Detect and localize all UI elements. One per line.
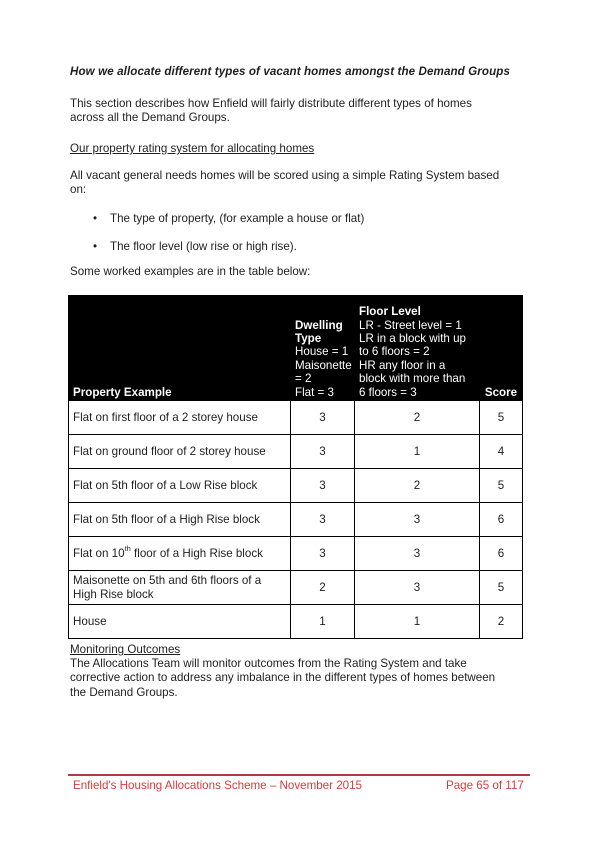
cell-total-score: 6 [480, 537, 523, 571]
header-score-label: Score [484, 385, 518, 399]
rating-intro-line: All vacant general needs homes will be scored using a simple Rating System based [70, 169, 500, 182]
header-dwelling-title: Type [295, 331, 322, 345]
cell-dwelling-score: 3 [291, 537, 355, 571]
cell-dwelling-score: 3 [291, 401, 355, 435]
header-floor-rule: HR any floor in a [359, 358, 446, 372]
table-row [69, 435, 523, 469]
intro-line: across all the Demand Groups. [70, 111, 230, 125]
cell-total-score: 5 [480, 401, 523, 435]
cell-floor-score: 2 [355, 401, 480, 435]
cell-dwelling-score: 3 [291, 503, 355, 537]
section-heading-monitoring-outcomes: Monitoring Outcomes [70, 643, 181, 656]
cell-floor-score: 3 [355, 537, 480, 571]
table-row [69, 571, 523, 605]
monitoring-line: corrective action to address any imbalance in the different types of homes between [70, 671, 496, 685]
page-title: How we allocate different types of vacant homes amongst the Demand Groups [70, 65, 511, 78]
rating-intro-paragraph [70, 169, 499, 198]
cell-floor-score: 3 [355, 503, 480, 537]
cell-total-score: 4 [480, 435, 523, 469]
table-row [69, 605, 523, 639]
header-floor-rule: LR in a block with up [359, 331, 466, 345]
cell-total-score: 5 [480, 469, 523, 503]
table-row [69, 469, 523, 503]
footer-document-title: Enfield's Housing Allocations Scheme – November 2015 [73, 779, 362, 792]
header-dwelling-type [291, 296, 355, 401]
header-dwelling-rule: House = 1 [295, 345, 349, 359]
cell-dwelling-score: 2 [291, 571, 355, 605]
header-property-label: Property Example [73, 385, 172, 399]
bullet-icon: • [93, 240, 98, 253]
header-floor-rule: block with more than [359, 372, 466, 386]
cell-floor-score: 1 [355, 435, 480, 469]
intro-line: This section describes how Enfield will fairly distribute different types of homes [70, 97, 472, 110]
cell-property-example: Flat on 5th floor of a Low Rise block [69, 469, 291, 503]
header-dwelling-title: Dwelling [295, 318, 343, 332]
header-dwelling-rule: Maisonette [295, 358, 352, 372]
table-intro-text: Some worked examples are in the table below: [70, 265, 311, 278]
bullet-item-floor-level [93, 240, 297, 253]
table-header-row [69, 296, 523, 401]
superscript-th: th [124, 544, 131, 554]
section-heading-rating-system: Our property rating system for allocating homes [70, 142, 315, 155]
header-dwelling-rule: = 2 [295, 372, 312, 386]
monitoring-line: the Demand Groups. [70, 685, 178, 699]
monitoring-line: The Allocations Team will monitor outcomes from the Rating System and take [70, 657, 467, 670]
header-floor-rule: to 6 floors = 2 [359, 345, 430, 359]
cell-property-example: Flat on ground floor of 2 storey house [69, 435, 291, 469]
cell-property-example: Flat on 5th floor of a High Rise block [69, 503, 291, 537]
cell-floor-score: 2 [355, 469, 480, 503]
rating-table [68, 295, 523, 639]
cell-dwelling-score: 3 [291, 469, 355, 503]
header-floor-rule: 6 floors = 3 [359, 385, 417, 399]
table-row [69, 537, 523, 571]
bullet-text: The type of property, (for example a house or flat) [110, 212, 365, 225]
cell-property-example: House [69, 605, 291, 639]
table-row [69, 503, 523, 537]
bullet-item-property-type [93, 212, 364, 225]
cell-total-score: 2 [480, 605, 523, 639]
footer-page-number: Page 65 of 117 [446, 779, 524, 792]
table-row [69, 401, 523, 435]
intro-paragraph [70, 97, 472, 126]
cell-total-score: 6 [480, 503, 523, 537]
cell-property-example: Flat on first floor of a 2 storey house [69, 401, 291, 435]
cell-total-score: 5 [480, 571, 523, 605]
cell-floor-score: 1 [355, 605, 480, 639]
monitoring-paragraph [70, 657, 495, 700]
header-score [480, 296, 523, 401]
footer-divider [68, 774, 530, 776]
cell-property-example: Flat on 10th floor of a High Rise block [69, 537, 291, 571]
header-floor-title: Floor Level [359, 305, 421, 319]
cell-property-example: Maisonette on 5th and 6th floors of a High Rise block [69, 571, 291, 605]
header-floor-level [355, 296, 480, 401]
bullet-icon: • [93, 212, 98, 225]
cell-floor-score: 3 [355, 571, 480, 605]
rating-intro-line: on: [70, 183, 87, 197]
cell-dwelling-score: 1 [291, 605, 355, 639]
bullet-text: The floor level (low rise or high rise). [110, 240, 297, 253]
cell-dwelling-score: 3 [291, 435, 355, 469]
header-property-example [69, 296, 291, 401]
header-floor-rule: LR - Street level = 1 [359, 318, 462, 332]
header-dwelling-rule: Flat = 3 [295, 385, 334, 399]
